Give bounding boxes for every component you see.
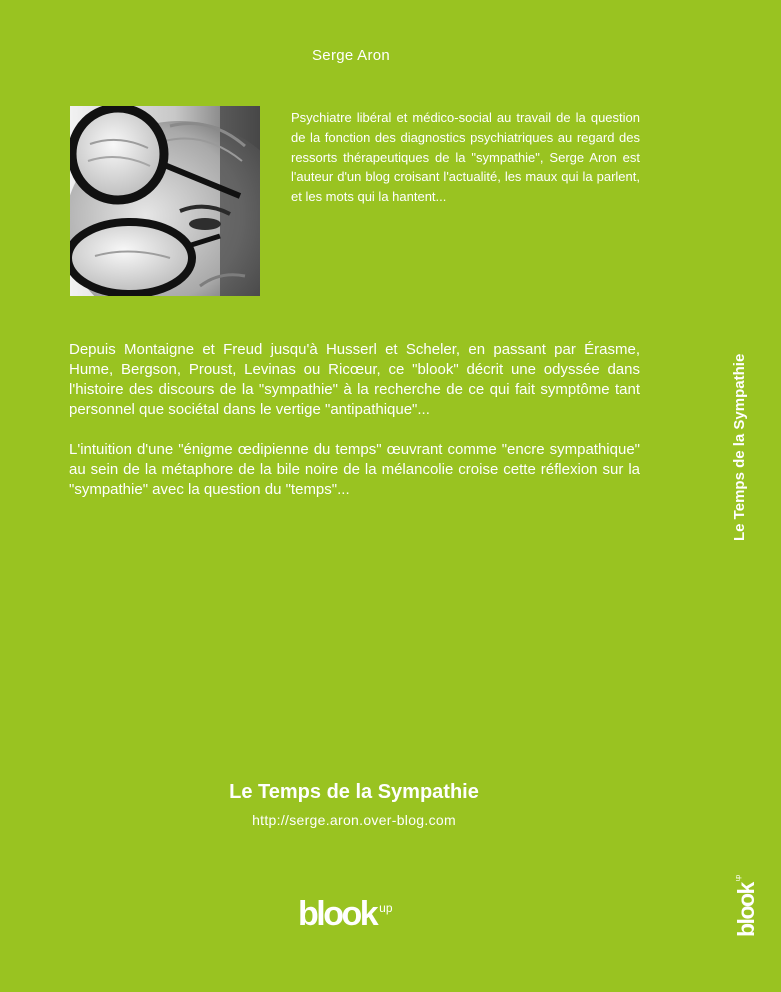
book-url[interactable]: http://serge.aron.over-blog.com: [252, 812, 456, 828]
spine-logo: [735, 876, 758, 937]
description-paragraph-1: Depuis Montaigne et Freud jusqu'à Husserl et Scheler, en passant par Érasme, Hume, Bergson, Proust, Levinas ou Ricœur, ce "blook" décrit une odyssée dans l'histoire des discours de la "sympathie" à la recherche de ce qui fait symptôme tant personnel que sociétal dans le vertige "antipathique"...: [69, 341, 640, 418]
description-paragraph-2: L'intuition d'une "énigme œdipienne du temps" œuvrant comme "encre sympathique" au sein de la métaphore de la bile noire de la mélancolie croise cette réflexion sur la "sympathie" avec la question du "temps"...: [69, 441, 640, 498]
blook-logo-word: blook: [298, 895, 377, 933]
author-portrait: [70, 106, 260, 296]
spine-logo-sup: up: [735, 876, 742, 882]
author-portrait-image: [70, 106, 260, 296]
spine-logo-word: blook: [733, 883, 759, 937]
blook-logo: [298, 897, 393, 941]
author-bio: Psychiatre libéral et médico-social au travail de la question de la fonction des diagnostics psychiatriques au regard des ressorts thérapeutiques de la "sympathie", Serge Aron est l'auteur d'un blog croisant l'actualité, les maux qui la parlent, et les mots qui la hantent...: [291, 110, 640, 205]
book-title: Le Temps de la Sympathie: [229, 781, 479, 803]
author-name: Serge Aron: [312, 47, 391, 64]
spine-title: Le Temps de la Sympathie: [731, 353, 748, 541]
blook-logo-sup: up: [379, 901, 393, 915]
